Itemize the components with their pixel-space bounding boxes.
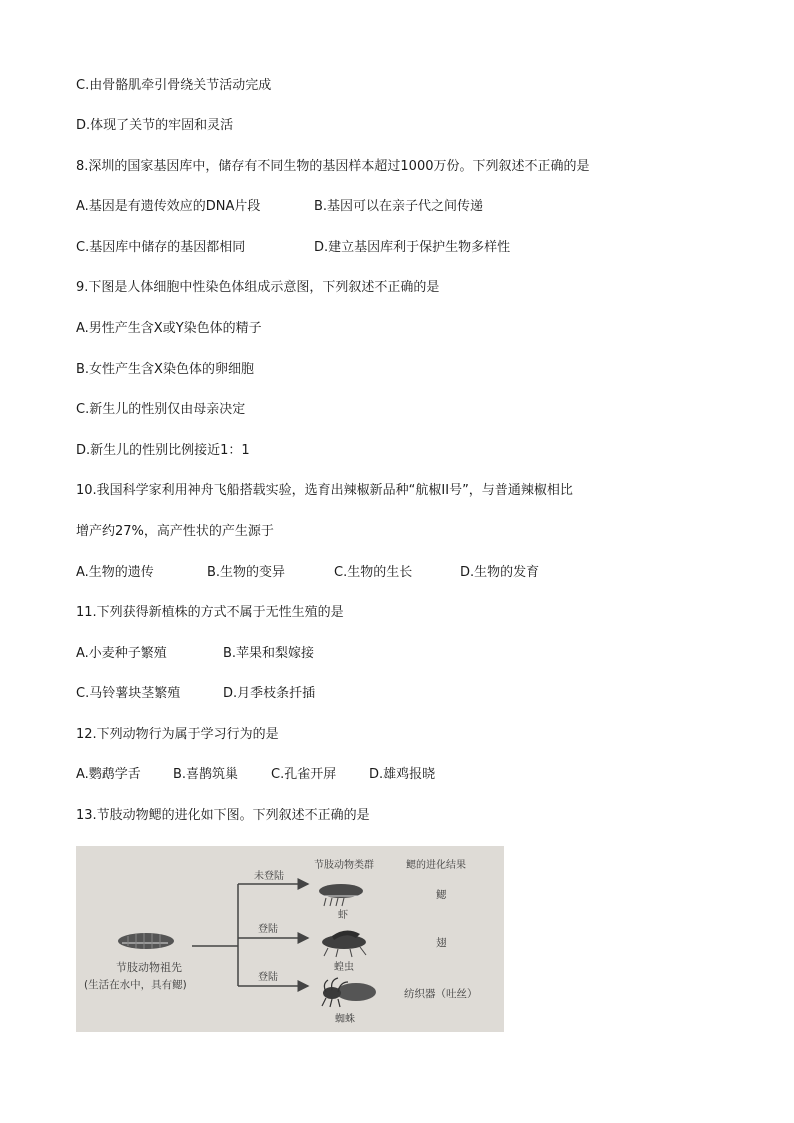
result-spinneret-label: 纺织器（吐丝） — [404, 988, 478, 1000]
q9-option-b: B.女性产生含X染色体的卵细胞 — [76, 362, 254, 377]
q8-option-c: C.基因库中储存的基因都相同 — [76, 240, 246, 255]
q11-option-c: C.马铃薯块茎繁殖 — [76, 686, 181, 701]
q12-stem: 12.下列动物行为属于学习行为的是 — [76, 727, 279, 742]
q10-stem-line2: 增产约27%，高产性状的产生源于 — [76, 524, 274, 539]
header-gill-result: 鳃的进化结果 — [406, 860, 466, 871]
header-animal-group: 节肢动物类群 — [314, 860, 374, 871]
q11-stem: 11.下列获得新植株的方式不属于无性生殖的是 — [76, 605, 344, 620]
branch-label-landed-1: 登陆 — [258, 924, 278, 935]
animal-spider-label: 蜘蛛 — [335, 1014, 355, 1025]
ancestor-description: (生活在水中，具有鳃) — [84, 979, 187, 991]
q12-option-d: D.雄鸡报晓 — [369, 767, 436, 782]
q13-stem: 13.节肢动物鳃的进化如下图。下列叙述不正确的是 — [76, 808, 370, 823]
shrimp-icon — [319, 884, 363, 906]
q10-option-c: C.生物的生长 — [334, 565, 413, 580]
q8-option-d: D.建立基因库利于保护生物多样性 — [314, 240, 511, 255]
q9-option-d: D.新生儿的性别比例接近1：1 — [76, 443, 250, 458]
q10-option-d: D.生物的发育 — [460, 565, 540, 580]
ancestor-label: 节肢动物祖先 — [116, 961, 182, 974]
spider-icon — [322, 978, 376, 1007]
ancestor-larva-icon — [118, 933, 174, 949]
result-wing-label: 翅 — [436, 937, 447, 949]
q8-option-b: B.基因可以在亲子代之间传递 — [314, 199, 484, 214]
q12-option-b: B.喜鹊筑巢 — [173, 767, 239, 782]
gill-evolution-figure — [76, 846, 504, 1032]
q9-stem: 9.下图是人体细胞中性染色体组成示意图，下列叙述不正确的是 — [76, 280, 440, 295]
animal-locust-label: 蝗虫 — [334, 962, 354, 973]
branch-label-landed-2: 登陆 — [258, 972, 278, 983]
q10-option-b: B.生物的变异 — [207, 565, 286, 580]
q12-option-c: C.孔雀开屏 — [271, 767, 337, 782]
q11-option-a: A.小麦种子繁殖 — [76, 646, 167, 661]
q10-option-a: A.生物的遗传 — [76, 565, 154, 580]
q10-stem-line1: 10.我国科学家利用神舟飞船搭载实验，选育出辣椒新品种“航椒II号”，与普通辣椒相比 — [76, 483, 573, 498]
q9-option-a: A.男性产生含X或Y染色体的精子 — [76, 321, 262, 336]
branch-label-not-landed: 未登陆 — [254, 871, 284, 882]
q11-option-d: D.月季枝条扦插 — [223, 686, 316, 701]
locust-icon — [322, 930, 366, 957]
result-gill-label: 鳃 — [436, 889, 447, 901]
animal-shrimp-label: 虾 — [338, 910, 348, 921]
q12-option-a: A.鹦鹉学舌 — [76, 767, 141, 782]
q8-option-a: A.基因是有遗传效应的DNA片段 — [76, 199, 261, 214]
q7-option-d: D.体现了关节的牢固和灵活 — [76, 118, 234, 133]
q9-option-c: C.新生儿的性别仅由母亲决定 — [76, 402, 246, 417]
q8-stem: 8.深圳的国家基因库中，储存有不同生物的基因样本超过1000万份。下列叙述不正确的是 — [76, 159, 590, 174]
q11-option-b: B.苹果和梨嫁接 — [223, 646, 315, 661]
q7-option-c: C.由骨骼肌牵引骨绕关节活动完成 — [76, 78, 272, 93]
